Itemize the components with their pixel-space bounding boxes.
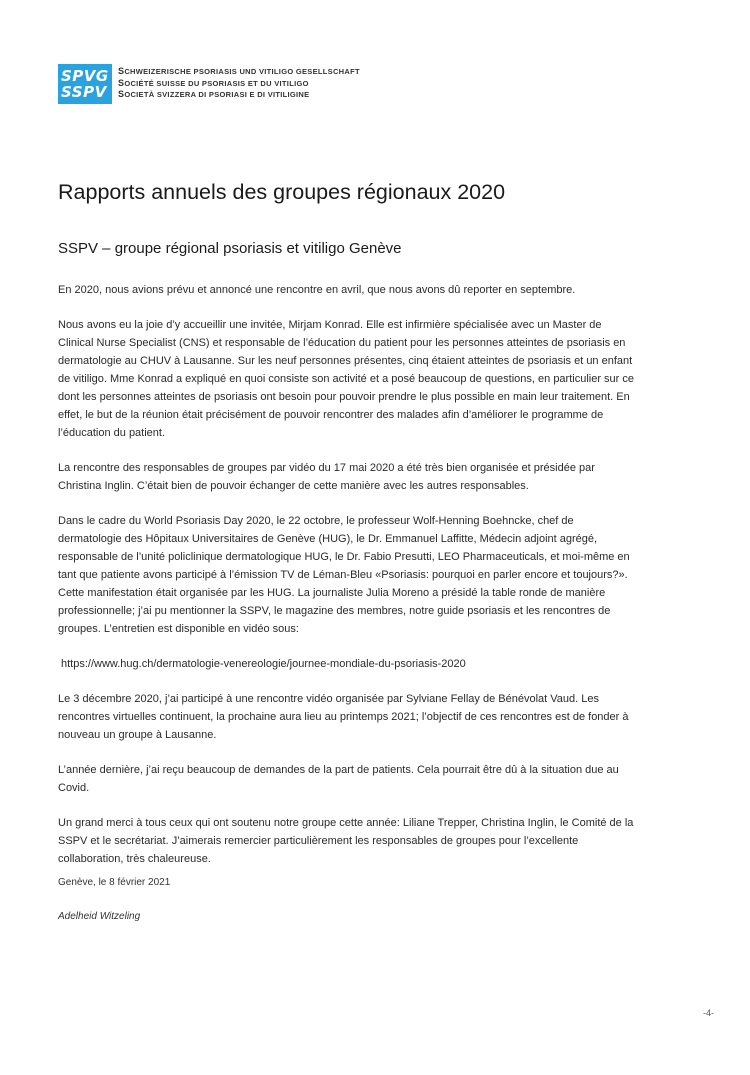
paragraph-world-psoriasis-day: Dans le cadre du World Psoriasis Day 2020, le 22 octobre, le professeur Wolf-Henning Boehncke, chef de dermatologie des Hôpitaux Universitaires de Genève (HUG), le Dr. Emmanuel Laffitte, Médecin adjoint agrégé, responsable de l’unité policlinique dermatologique HUG, le Dr. Fabio Presutti, LEO Pharmaceuticals, et moi-même en tant que patiente avons participé à l’émission TV de Léman-Bleu «Psoriasis: pourquoi en parler encore et toujours?». Cette manifestation était organisée par les HUG. La journaliste Julia Moreno a présidé la table ronde de manière professionnelle; j’ai pu mentionner la SSPV, le magazine des membres, notre guide psoriasis et les rencontres de groupes. L’entretien est disponible en vidéo sous: [58,515,630,635]
paragraph-intro: En 2020, nous avions prévu et annoncé une rencontre en avril, que nous avons dû reporter en septembre. [58,284,576,296]
paragraph-guest: Nous avons eu la joie d’y accueillir une invitée, Mirjam Konrad. Elle est infirmière spécialisée avec un Master de Clinical Nurse Specialist (CNS) et responsable de l’éducation du patient pour les personnes atteintes de psoriasis en dermatologie au CHUV à Lausanne. Sur les neuf personnes présentes, cinq étaient atteintes de psoriasis et un enfant de vitiligo. Mme Konrad a expliqué en quoi consiste son activité et a posé beaucoup de questions, en particulier sur ce dont les personnes atteintes de psoriasis ont besoin pour pouvoir prendre le plus possible en main leur traitement. En effet, le but de la réunion était précisément de pouvoir rencontrer des malades afin d’améliorer le programme de l’éducation du patient. [58,319,635,439]
org-name-de: SCHWEIZERISCHE PSORIASIS UND VITILIGO GESELLSCHAFT [118,66,360,76]
society-logo [58,64,360,104]
video-link[interactable]: https://www.hug.ch/dermatologie-venereologie/journee-mondiale-du-psoriasis-2020 [61,658,466,670]
org-name-fr: SOCIÉTÉ SUISSE DU PSORIASIS ET DU VITILIGO [118,77,309,88]
report-body [58,281,640,885]
page-title: Rapports annuels des groupes régionaux 2020 [58,180,506,204]
page-number: -4- [703,1008,714,1018]
section-title: SSPV – groupe régional psoriasis et vitiligo Genève [58,240,402,257]
org-names [118,66,360,101]
paragraph-december-meeting: Le 3 décembre 2020, j’ai participé à une rencontre vidéo organisée par Sylviane Fellay de Bénévolat Vaud. Les rencontres virtuelles continuent, la prochaine aura lieu au printemps 2021; l’objectif de ces rencontres est de fonder à nouveau un groupe à Lausanne. [58,693,629,741]
signature: Adelheid Witzeling [58,911,141,922]
date-line: Genève, le 8 février 2021 [58,877,171,888]
paragraph-requests: L’année dernière, j’ai reçu beaucoup de demandes de la part de patients. Cela pourrait être dû à la situation due au Covid. [58,764,619,794]
logo-mark [58,64,112,104]
paragraph-video-meeting: La rencontre des responsables de groupes par vidéo du 17 mai 2020 a été très bien organisée et présidée par Christina Inglin. C’était bien de pouvoir échanger de cette manière avec les autres responsables. [58,462,595,492]
logo-text-sspv: SSPV [61,83,107,101]
paragraph-thanks: Un grand merci à tous ceux qui ont soutenu notre groupe cette année: Liliane Trepper, Christina Inglin, le Comité de la SSPV et le secrétariat. J’aimerais remercier particulièrement les responsables de groupes pour l’excellente collaboration, très chaleureuse. [58,817,634,865]
org-name-it: SOCIETÀ SVIZZERA DI PSORIASI E DI VITILIGINE [118,89,310,99]
logo-text-spvg: SPVG [61,67,109,85]
